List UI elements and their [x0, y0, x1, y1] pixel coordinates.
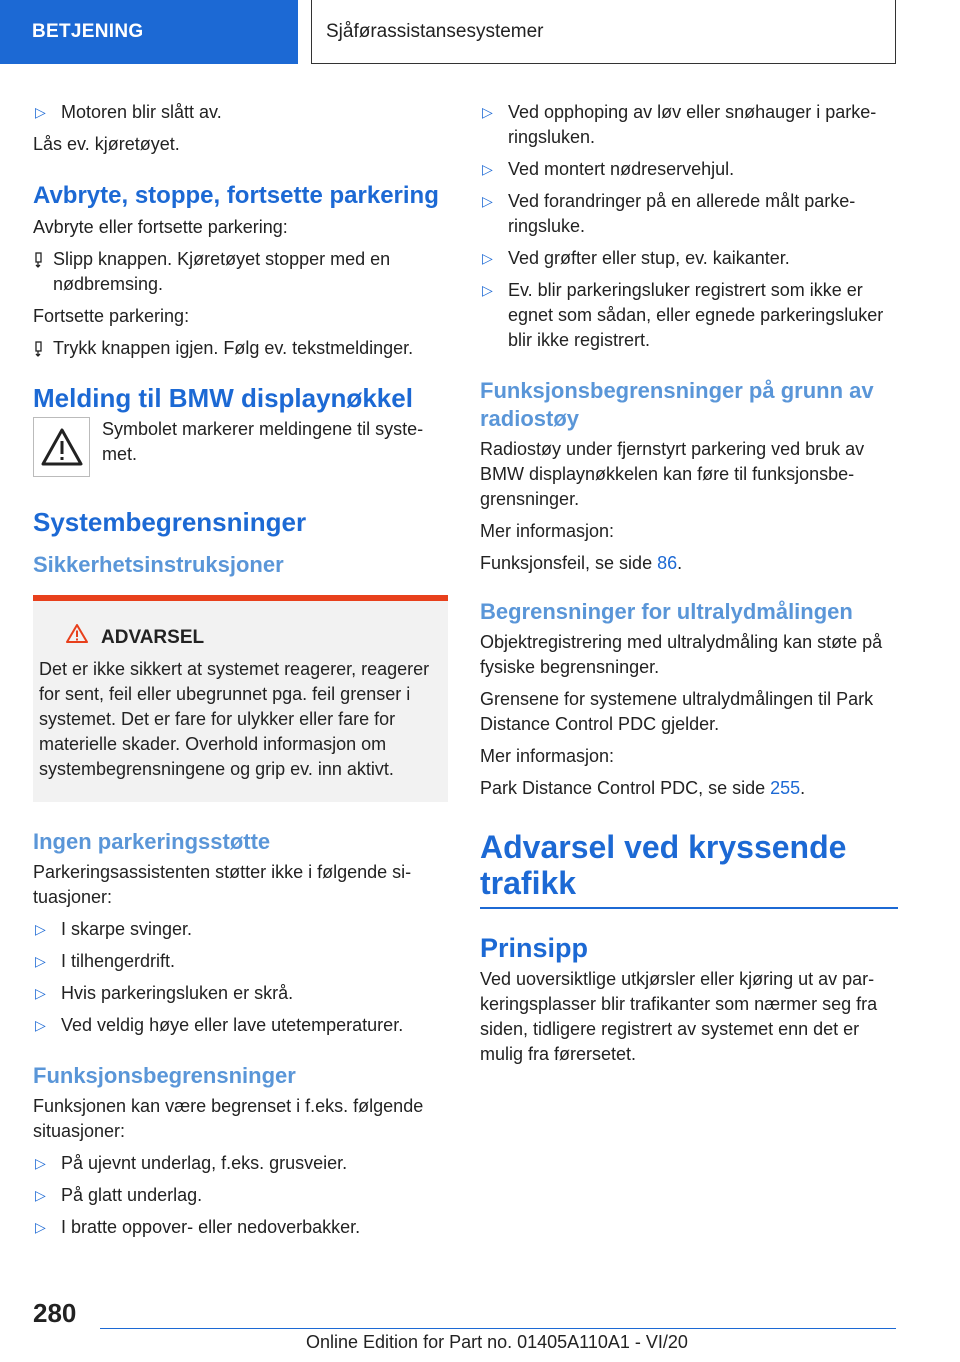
page-number: 280 [33, 1298, 77, 1328]
page-link-86[interactable]: 86 [657, 553, 678, 573]
heading-sikkerhet: Sikkerhetsinstruksjoner [33, 552, 284, 577]
list-item: ▷ Motoren blir slått av. [33, 100, 448, 125]
paragraph: Lås ev. kjøretøyet. [33, 134, 180, 154]
triangle-bullet-icon: ▷ [35, 985, 46, 1001]
heading-advarsel-kryssende: Advarsel ved kryssende trafikk [480, 829, 898, 909]
paragraph: Grensene for systemene ultralydmålingen til Park Distance Control PDC gjelder. [480, 689, 874, 734]
triangle-bullet-icon: ▷ [35, 1017, 46, 1033]
triangle-bullet-icon: ▷ [482, 161, 493, 177]
paragraph: Mer informasjon: [480, 746, 615, 766]
paragraph: Radiostøy under fjernstyrt parkering ved bruk av BMW displaynøkkelen kan føre til funksjonsbegrensninger. [480, 439, 865, 509]
paragraph: Funksjonsfeil, se side 86. [480, 553, 683, 573]
triangle-bullet-icon: ▷ [35, 953, 46, 969]
heading-ultralyd: Begrensninger for ultralydmålingen [480, 599, 853, 624]
left-column [33, 100, 448, 1247]
list-item: ▷ På glatt underlag. [33, 1183, 448, 1208]
heading-funksjonsbegrensninger: Funksjonsbegrensninger [33, 1063, 296, 1088]
header-section: BETJENING [0, 0, 298, 64]
button-press-icon [33, 339, 45, 364]
warning-text: Det er ikke sikkert at systemet reagerer, reagerer for sent, feil eller ubegrunnet pga. feil grenser i systemet. Det er fare for ulykker eller fare for materielle skader. Overhold informasjon om systembegrensningene og grip ev. inn aktivt. [39, 659, 430, 779]
triangle-bullet-icon: ▷ [482, 193, 493, 209]
triangle-bullet-icon: ▷ [35, 1219, 46, 1235]
list-item: ▷ Hvis parkeringsluken er skrå. [33, 981, 448, 1006]
triangle-bullet-icon: ▷ [482, 282, 493, 298]
paragraph: Objektregistrering med ultralydmåling kan støte på fysiske begrensninger. [480, 632, 883, 677]
paragraph: Park Distance Control PDC, se side 255. [480, 778, 806, 798]
triangle-bullet-icon: ▷ [35, 1187, 46, 1203]
step-item: Trykk knappen igjen. Følg ev. tekstmeldinger. [33, 336, 448, 361]
heading-ingen: Ingen parkeringsstøtte [33, 829, 271, 854]
button-press-icon [33, 250, 45, 275]
triangle-bullet-icon: ▷ [35, 104, 46, 120]
warning-symbol-row [33, 417, 448, 477]
triangle-bullet-icon: ▷ [482, 104, 493, 120]
triangle-bullet-icon: ▷ [482, 250, 493, 266]
paragraph: Fortsette parkering: [33, 306, 190, 326]
paragraph: Avbryte eller fortsette parkering: [33, 217, 288, 237]
triangle-bullet-icon: ▷ [35, 1155, 46, 1171]
heading-radiostoy: Funksjonsbegrensninger på grunn av radiostøy [480, 378, 874, 431]
paragraph: Mer informasjon: [480, 521, 615, 541]
footer-divider [100, 1328, 896, 1329]
paragraph: Ved uoversiktlige utkjørsler eller kjøring ut av parkeringsplasser blir trafikanter som nærmer seg fra siden, tidligere registrert av systemet enn det er mulig fra førersetet. [480, 969, 878, 1064]
list-item: ▷ I bratte oppover- eller nedoverbakker. [33, 1215, 448, 1240]
paragraph: Funksjonen kan være begrenset i f.eks. følgende situasjoner: [33, 1096, 424, 1141]
paragraph: Parkeringsassistenten støtter ikke i følgende situasjoner: [33, 862, 412, 907]
page-link-255[interactable]: 255 [770, 778, 801, 798]
footer-edition: Online Edition for Part no. 01405A110A1 - VI/20 [306, 1332, 688, 1352]
warning-triangle-icon [33, 417, 90, 477]
triangle-bullet-icon: ▷ [35, 921, 46, 937]
right-column [480, 100, 898, 1074]
heading-systembegrensninger: Systembegrensninger [33, 507, 307, 537]
list-item: ▷ Ved opphoping av løv eller snøhauger i parkeringsluken. [482, 102, 877, 147]
heading-melding: Melding til BMW displaynøkkel [33, 383, 413, 413]
warning-title: ADVARSEL [65, 623, 434, 651]
paragraph: Symbolet markerer meldingene til systemet. [102, 419, 424, 464]
list-item: ▷ Ved montert nødreservehjul. [480, 157, 898, 182]
list-item: ▷ Ved forandringer på en allerede målt parkeringsluke. [482, 191, 856, 236]
heading-avbryte: Avbryte, stoppe, fortsette parkering [33, 182, 439, 209]
heading-prinsipp: Prinsipp [480, 933, 589, 963]
list-item: ▷ I skarpe svinger. [33, 917, 448, 942]
list-item: ▷ I tilhengerdrift. [33, 949, 448, 974]
header-chapter: Sjåførassistansesystemer [311, 0, 896, 64]
step-item: Slipp knappen. Kjøretøyet stopper med en nødbremsing. [33, 247, 448, 297]
warning-box [33, 595, 448, 802]
warning-icon [65, 623, 89, 651]
list-item: ▷ På ujevnt underlag, f.eks. grusveier. [33, 1151, 448, 1176]
list-item: ▷ Ved grøfter eller stup, ev. kaikanter. [480, 246, 898, 271]
list-item: ▷ Ev. blir parkeringsluker registrert som ikke er egnet som sådan, eller egnede parkeringsluker blir ikke registrert. [482, 280, 884, 350]
list-item: ▷ Ved veldig høye eller lave utetemperaturer. [33, 1013, 448, 1038]
